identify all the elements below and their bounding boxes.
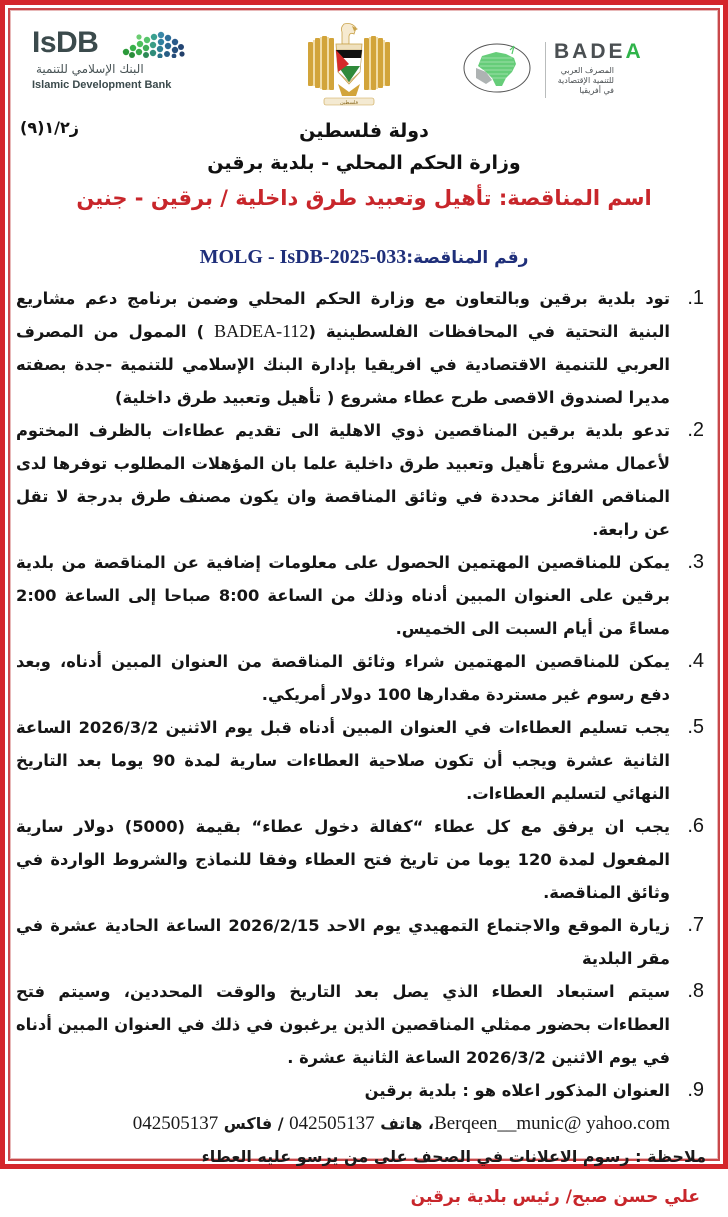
clause-text: زيارة الموقع والاجتماع التمهيدي يوم الاحد 2026/2/15 الساعة الحادية عشرة في مقر البلدية: [16, 916, 670, 968]
badea-wordmark: [554, 40, 644, 64]
emblem-caption: فلسطين: [340, 100, 358, 106]
tender-clauses: [16, 282, 706, 1217]
clause-number: 5.: [687, 716, 704, 738]
contact-line: [16, 1107, 706, 1140]
clause-text: ) الممول من المصرف العربي للتنمية الاقتصادية في افريقيا بإدارة البنك الإسلامي للتنمية -جدة بصفته مديرا لصندوق الاقصى طرح عطاء مشروع ( تأهيل وتعبيد طرق داخلية): [16, 322, 670, 407]
clause-text: سيتم استبعاد العطاء الذي يصل بعد التاريخ والوقت المحددين، وسيتم فتح العطاءات بحضور ممثلي المناقصين الذين يرغبون في ذلك في العنوان المبين أدناه في يوم الاثنين 2026/3/2 الساعة الثانية عشرة .: [16, 982, 670, 1067]
isdb-english-name: Islamic Development Bank: [32, 79, 172, 91]
clause-number: 4.: [687, 650, 704, 672]
clause-number: 2.: [687, 419, 704, 441]
badea-arabic-line: المصرف العربي: [560, 66, 614, 75]
clause-number: 8.: [687, 980, 704, 1002]
clause-number: 7.: [687, 914, 704, 936]
globe-icon: [118, 28, 190, 58]
tender-number-label: رقم المناقصة:: [406, 248, 529, 268]
isdb-arabic-name: البنك الإسلامي للتنمية: [36, 62, 144, 76]
badea-arabic-line: للتنمية الإقتصادية: [557, 76, 614, 85]
tender-number: [10, 246, 718, 269]
clause-2: [16, 414, 706, 546]
clause-text: يمكن للمناقصين المهتمين الحصول على معلومات إضافية عن المناقصة من بلدية برقين على العنوان المبين أدناه وذلك من الساعة 8:00 صباحا إلى الساعة 2:00 مساءً من أيام السبت الى الخميس.: [16, 553, 670, 638]
clause-text: تدعو بلدية برقين المناقصين ذوي الاهلية الى تقديم عطاءات بالظرف المختوم لأعمال مشروع تأهيل وتعبيد طرق داخلية علما بان المؤهلات المطلوب توفرها لدى المناقص الفائز محددة في وثائق المناقصة وان يكون مصنف طرق بدرجة لا تقل عن رابعة.: [16, 421, 670, 539]
clause-9: [16, 1074, 706, 1107]
fax-label-visible: / فاكس: [223, 1114, 284, 1133]
clause-4: [16, 645, 706, 711]
isdb-logo: [32, 26, 212, 96]
badea-logo: [462, 38, 702, 104]
isdb-wordmark: IsDB: [32, 26, 99, 59]
tender-number-value: MOLG - IsDB-2025-033: [199, 246, 407, 268]
ministry-name: وزارة الحكم المحلي - بلدية برقين: [207, 152, 521, 174]
badea-divider: [545, 42, 546, 98]
clause-text: العنوان المذكور اعلاه هو : بلدية برقين: [364, 1081, 670, 1100]
reference-code: ز١/٢(٩): [20, 118, 79, 137]
clause-number: 6.: [687, 815, 704, 837]
clause-1: [16, 282, 706, 414]
palestine-eagle-emblem-icon: [294, 20, 404, 108]
badea-word-e: E: [608, 40, 626, 63]
state-name: دولة فلسطين: [299, 120, 429, 142]
badea-word-a: A: [625, 40, 644, 63]
clause-text: تود بلدية برقين وبالتعاون مع وزارة الحكم المحلي وضمن برنامج دعم مشاريع البنية التحتية في المحافظات الفلسطينية (: [16, 289, 670, 341]
badea-arabic-name: [554, 66, 614, 96]
advertising-fee-note: ملاحظة : رسوم الاعلانات في الصحف على من يرسو عليه العطاء: [201, 1147, 706, 1166]
program-code: BADEA-112: [214, 321, 309, 341]
email-link[interactable]: Berqeen__munic@ yahoo.com: [434, 1113, 670, 1134]
clause-text: يجب تسليم العطاءات في العنوان المبين أدناه قبل يوم الاثنين 2026/3/2 الساعة الثانية عشرة ويجب أن تكون صلاحية العطاءات سارية لمدة 90 يوما بعد التاريخ النهائي لتسليم العطاءات.: [16, 718, 670, 803]
logo-bar: [10, 10, 718, 120]
clause-number: 3.: [687, 551, 704, 573]
tender-title: اسم المناقصة: تأهيل وتعبيد طرق داخلية / برقين - جنين: [76, 186, 652, 210]
phone-label: ، هاتف: [380, 1114, 435, 1133]
clause-7: [16, 909, 706, 975]
badea-arabic-line: في أفريقيا: [579, 86, 614, 95]
clause-3: [16, 546, 706, 645]
clause-number: 9.: [687, 1079, 704, 1101]
clause-5: [16, 711, 706, 810]
clause-6: [16, 810, 706, 909]
fax-number: 042505137: [132, 1113, 219, 1134]
tender-announcement: [10, 10, 718, 1207]
badea-word-prefix: BAD: [554, 40, 609, 63]
phone-number: 042505137: [289, 1113, 375, 1134]
signature: علي حسن صبح/ رئيس بلدية برقين: [410, 1187, 700, 1207]
clause-8: [16, 975, 706, 1074]
clause-text: يمكن للمناقصين المهتمين شراء وثائق المناقصة من العنوان المبين أدناه، وبعد دفع رسوم غير مستردة مقدارها 100 دولار أمريكي.: [16, 652, 670, 704]
africa-map-icon: [462, 42, 532, 94]
clause-text: يجب ان يرفق مع كل عطاء “كفالة دخول عطاء“ بقيمة (5000) دولار سارية المفعول لمدة 120 يوما من تاريخ فتح العطاء وفقا للنماذج والشروط الواردة في وثائق المناقصة.: [16, 817, 671, 902]
clause-number: 1.: [687, 287, 704, 309]
